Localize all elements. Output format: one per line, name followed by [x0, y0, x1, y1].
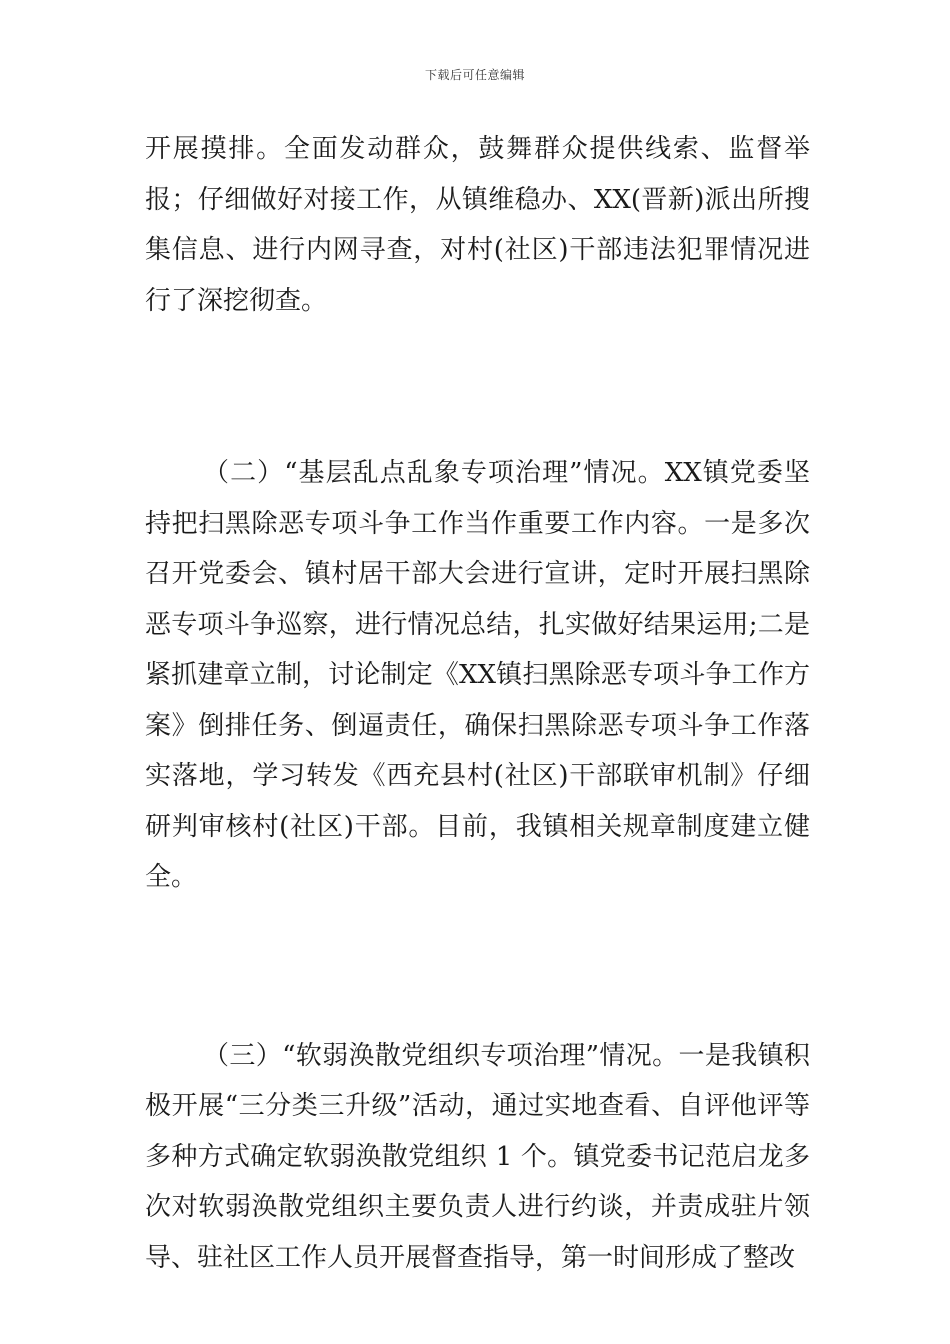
paragraph-spacer	[145, 326, 810, 448]
paragraph-section-two: （二）“基层乱点乱象专项治理”情况。XX镇党委坚持把扫黑除恶专项斗争工作当作重要工作内容。一是多次召开党委会、镇村居干部大会进行宣讲，定时开展扫黑除恶专项斗争巡察，进行情况总结，扎实做好结果运用;二是紧抓建章立制，讨论制定《XX镇扫黑除恶专项斗争工作方案》倒排任务、倒逼责任，确保扫黑除恶专项斗争工作落实落地，学习转发《西充县村(社区)干部联审机制》仔细研判审核村(社区)干部。目前，我镇相关规章制度建立健全。	[145, 458, 810, 892]
paragraph-spacer	[145, 903, 810, 1031]
document-body	[145, 124, 810, 1283]
page-header: 下载后可任意编辑	[424, 68, 525, 82]
paragraph-continuation: 开展摸排。全面发动群众，鼓舞群众提供线索、监督举报；仔细做好对接工作，从镇维稳办、XX(晋新)派出所搜集信息、进行内网寻查，对村(社区)干部违法犯罪情况进行了深挖彻查。	[145, 134, 810, 316]
paragraph-section-three: （三）“软弱涣散党组织专项治理”情况。一是我镇积极开展“三分类三升级”活动，通过实地查看、自评他评等多种方式确定软弱涣散党组织 1 个。镇党委书记范启龙多次对软弱涣散党组织主要负责人进行约谈，并责成驻片领导、驻社区工作人员开展督查指导，第一时间形成了整改	[145, 1040, 810, 1273]
